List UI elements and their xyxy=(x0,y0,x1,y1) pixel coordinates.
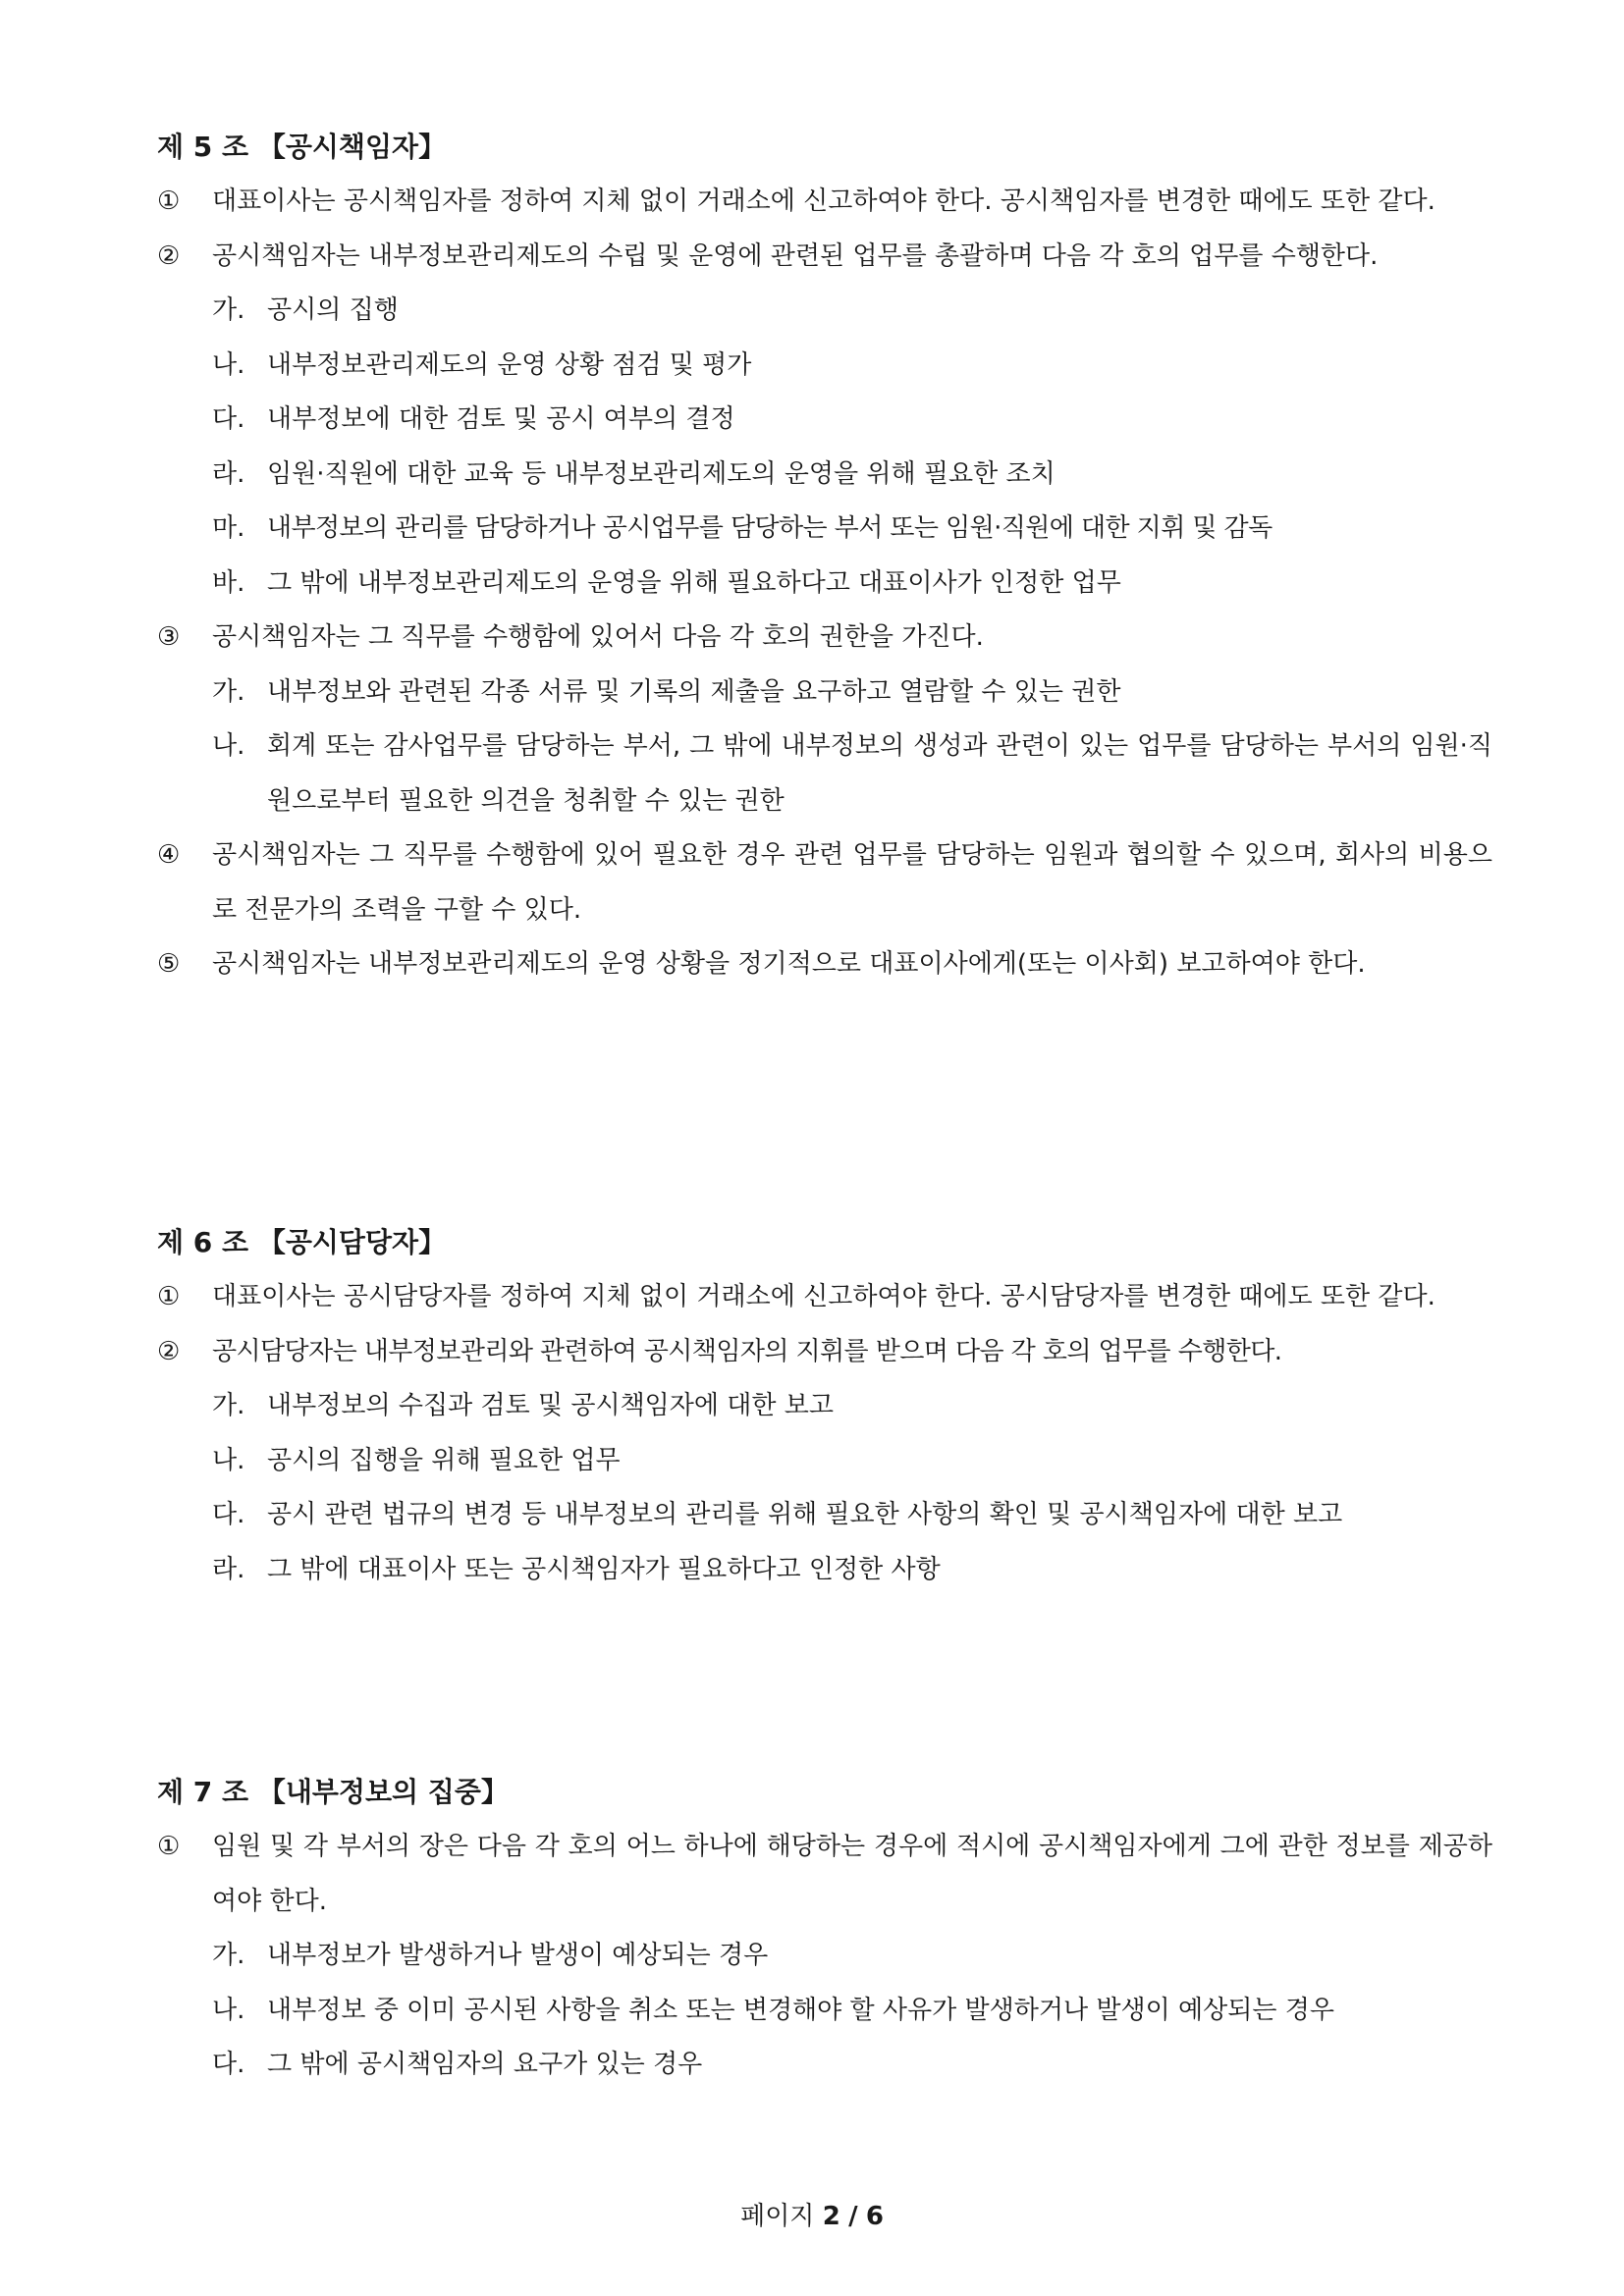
article-heading: 제 7 조 【내부정보의 집중】 xyxy=(157,1776,509,1808)
sub-item xyxy=(212,1488,1492,1543)
sub-item-text: 내부정보에 대한 검토 및 공시 여부의 결정 xyxy=(267,404,735,434)
clause xyxy=(157,230,1492,285)
clause-text: 공시책임자는 내부정보관리제도의 운영 상황을 정기적으로 대표이사에게(또는 이사회) 보고하여야 한다. xyxy=(212,949,1366,979)
sub-item-text: 공시의 집행을 위해 필요한 업무 xyxy=(267,1445,621,1475)
sub-item xyxy=(212,2038,1492,2093)
article-5 xyxy=(157,120,1492,992)
sub-item xyxy=(212,557,1492,612)
sub-item-label: 나. xyxy=(212,731,245,761)
sub-item-label: 나. xyxy=(212,1995,245,2025)
sub-item-label: 가. xyxy=(212,1941,245,1970)
sub-item-text: 임원·직원에 대한 교육 등 내부정보관리제도의 운영을 위해 필요한 조치 xyxy=(267,458,1056,489)
sub-item-label: 다. xyxy=(212,1500,245,1529)
page-separator: / xyxy=(848,2202,858,2231)
article-heading: 제 6 조 【공시담당자】 xyxy=(157,1226,447,1258)
page-footer xyxy=(0,2197,1624,2236)
clause-number: ② xyxy=(157,1336,181,1366)
sub-item-label: 나. xyxy=(212,1445,245,1475)
sub-item-text: 내부정보 중 이미 공시된 사항을 취소 또는 변경해야 할 사유가 발생하거나 발생이 예상되는 경우 xyxy=(267,1995,1334,2025)
clause-number: ⑤ xyxy=(157,949,181,979)
sub-item-text: 회계 또는 감사업무를 담당하는 부서, 그 밖에 내부정보의 생성과 관련이 있는 업무를 담당하는 부서의 임원·직원으로부터 필요한 의견을 청취할 수 있는 권한 xyxy=(267,731,1492,816)
sub-item-label: 마. xyxy=(212,513,245,543)
sub-item-text: 내부정보와 관련된 각종 서류 및 기록의 제출을 요구하고 열람할 수 있는 권한 xyxy=(267,676,1121,707)
sub-item xyxy=(212,1984,1492,2039)
sub-item-text: 그 밖에 대표이사 또는 공시책임자가 필요하다고 인정한 사항 xyxy=(267,1554,941,1584)
sub-item-text: 공시의 집행 xyxy=(267,295,399,325)
clause-number: ④ xyxy=(157,840,181,870)
sub-item xyxy=(212,502,1492,557)
clause-text: 대표이사는 공시책임자를 정하여 지체 없이 거래소에 신고하여야 한다. 공시책임자를 변경한 때에도 또한 같다. xyxy=(212,187,1435,216)
sub-item-text: 내부정보관리제도의 운영 상황 점검 및 평가 xyxy=(267,349,752,380)
clause-text: 임원 및 각 부서의 장은 다음 각 호의 어느 하나에 해당하는 경우에 적시에 공시책임자에게 그에 관한 정보를 제공하여야 한다. xyxy=(212,1832,1492,1916)
sub-item xyxy=(212,1434,1492,1489)
clause xyxy=(157,611,1492,666)
clause-text: 공시책임자는 그 직무를 수행함에 있어서 다음 각 호의 권한을 가진다. xyxy=(212,622,984,652)
total-page-count: 6 xyxy=(865,2202,884,2231)
clause-text: 공시담당자는 내부정보관리와 관련하여 공시책임자의 지휘를 받으며 다음 각 호의 업무를 수행한다. xyxy=(212,1336,1282,1366)
sub-item-text: 그 밖에 내부정보관리제도의 운영을 위해 필요하다고 대표이사가 인정한 업무 xyxy=(267,567,1121,598)
sub-item xyxy=(212,284,1492,339)
article-6 xyxy=(157,1215,1492,1597)
clause-number: ② xyxy=(157,240,181,271)
clause-text: 대표이사는 공시담당자를 정하여 지체 없이 거래소에 신고하여야 한다. 공시담당자를 변경한 때에도 또한 같다. xyxy=(212,1282,1435,1311)
sub-item-label: 가. xyxy=(212,295,245,325)
sub-item xyxy=(212,448,1492,503)
article-heading: 제 5 조 【공시책임자】 xyxy=(157,131,447,163)
sub-item-label: 바. xyxy=(212,567,245,598)
clause xyxy=(157,828,1492,937)
sub-item-label: 가. xyxy=(212,1391,245,1420)
sub-item-label: 나. xyxy=(212,349,245,380)
clause xyxy=(157,175,1492,230)
clause xyxy=(157,937,1492,992)
sub-item-label: 다. xyxy=(212,404,245,434)
sub-item xyxy=(212,666,1492,721)
sub-item xyxy=(212,339,1492,394)
clause-text: 공시책임자는 내부정보관리제도의 수립 및 운영에 관련된 업무를 총괄하며 다음 각 호의 업무를 수행한다. xyxy=(212,240,1379,271)
clause xyxy=(157,1820,1492,1929)
sub-item xyxy=(212,1543,1492,1598)
page-label: 페이지 xyxy=(740,2202,815,2231)
sub-item-text: 내부정보가 발생하거나 발생이 예상되는 경우 xyxy=(267,1941,769,1970)
sub-item xyxy=(212,720,1492,828)
clause-number: ① xyxy=(157,1832,181,1861)
sub-item-label: 다. xyxy=(212,2050,245,2079)
clause-text: 공시책임자는 그 직무를 수행함에 있어 필요한 경우 관련 업무를 담당하는 임원과 협의할 수 있으며, 회사의 비용으로 전문가의 조력을 구할 수 있다. xyxy=(212,840,1492,925)
sub-item-text: 내부정보의 관리를 담당하거나 공시업무를 담당하는 부서 또는 임원·직원에 대한 지휘 및 감독 xyxy=(267,513,1272,543)
clause xyxy=(157,1325,1492,1380)
article-7 xyxy=(157,1765,1492,2093)
sub-item-text: 공시 관련 법규의 변경 등 내부정보의 관리를 위해 필요한 사항의 확인 및 공시책임자에 대한 보고 xyxy=(267,1500,1343,1529)
sub-item-label: 라. xyxy=(212,458,245,489)
clause-number: ① xyxy=(157,187,181,216)
sub-item xyxy=(212,1379,1492,1434)
sub-item xyxy=(212,393,1492,448)
clause xyxy=(157,1270,1492,1325)
sub-item xyxy=(212,1929,1492,1984)
clause-number: ① xyxy=(157,1282,181,1311)
sub-item-text: 내부정보의 수집과 검토 및 공시책임자에 대한 보고 xyxy=(267,1391,835,1420)
sub-item-text: 그 밖에 공시책임자의 요구가 있는 경우 xyxy=(267,2050,703,2079)
clause-number: ③ xyxy=(157,622,181,652)
current-page-number: 2 xyxy=(822,2202,840,2231)
sub-item-label: 가. xyxy=(212,676,245,707)
sub-item-label: 라. xyxy=(212,1554,245,1584)
